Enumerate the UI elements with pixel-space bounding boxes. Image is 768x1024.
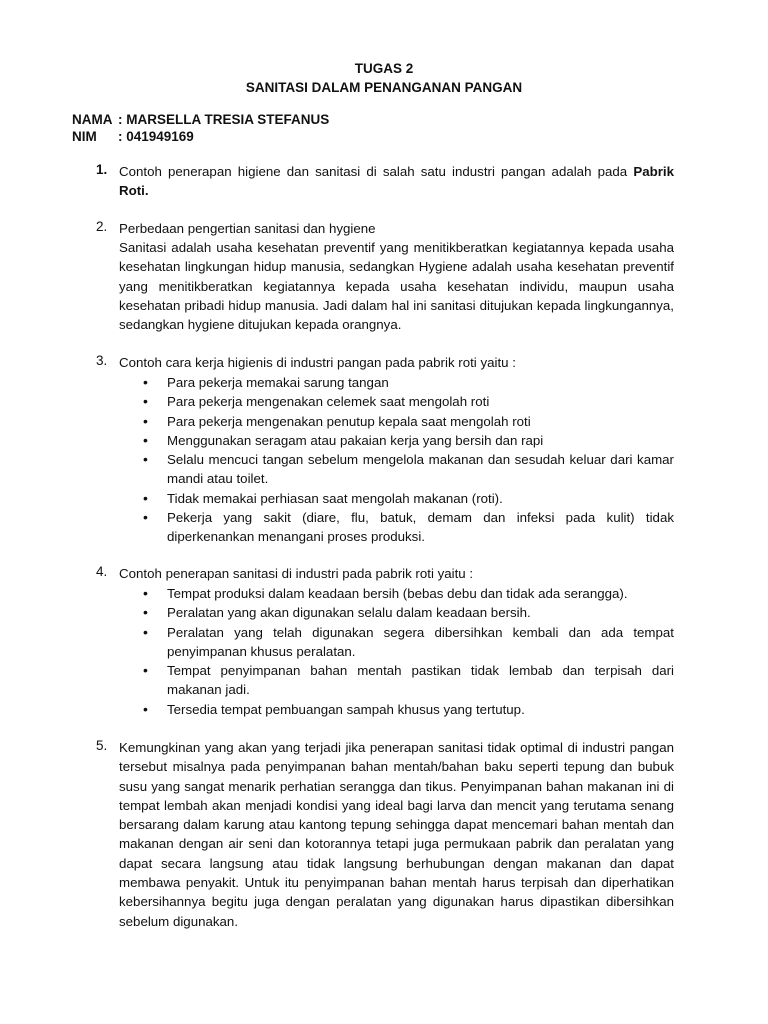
q1-answer <box>119 162 674 201</box>
list-item: • Tempat produksi dalam keadaan bersih (bebas debu dan tidak ada serangga). <box>119 584 674 603</box>
q3-number: 3. <box>96 353 108 368</box>
list-item: • Para pekerja mengenakan celemek saat mengolah roti <box>119 392 674 411</box>
list-item: • Tidak memakai perhiasan saat mengolah makanan (roti). <box>119 489 674 508</box>
q3-list <box>119 373 674 547</box>
document-title: TUGAS 2 <box>354 61 414 76</box>
q2-body: Sanitasi adalah usaha kesehatan preventif yang menitikberatkan kegiatannya kepada usaha kesehatan lingkungan hidup manusia, sedangkan Hygiene adalah usaha kesehatan preventif yang menitikberatkan kegiatannya kepada usaha kesehatan individu, maupun usaha kesehatan pribadi hidup manusia. Jadi dalam hal ini sanitasi ditujukan kepada lingkungannya, sedangkan hygiene ditujukan kepada orangnya. <box>119 240 674 333</box>
document-subtitle: SANITASI DALAM PENANGANAN PANGAN <box>245 80 523 95</box>
list-item: • Peralatan yang akan digunakan selalu dalam keadaan bersih. <box>119 603 674 622</box>
q3-heading: Contoh cara kerja higienis di industri pangan pada pabrik roti yaitu : <box>119 355 516 370</box>
q4-number: 4. <box>96 564 108 579</box>
q2-heading: Perbedaan pengertian sanitasi dan hygiene <box>119 221 376 236</box>
q2-number: 2. <box>96 219 108 234</box>
list-item: • Tempat penyimpanan bahan mentah pastikan tidak lembab dan terpisah dari makanan jadi. <box>119 661 674 700</box>
q4-heading: Contoh penerapan sanitasi di industri pada pabrik roti yaitu : <box>119 566 474 581</box>
nim-label: NIM <box>72 129 97 144</box>
nim-row <box>72 129 194 144</box>
list-item: • Para pekerja mengenakan penutup kepala saat mengolah roti <box>119 412 674 431</box>
q1-text: Contoh penerapan higiene dan sanitasi di salah satu industri pangan adalah pada <box>119 164 634 179</box>
list-item: • Para pekerja memakai sarung tangan <box>119 373 674 392</box>
list-item: • Pekerja yang sakit (diare, flu, batuk, demam dan infeksi pada kulit) tidak diperkenankan menangani proses produksi. <box>119 508 674 547</box>
list-item: • Selalu mencuci tangan sebelum mengelola makanan dan sesudah keluar dari kamar mandi atau toilet. <box>119 450 674 489</box>
nim-value: : 041949169 <box>118 129 194 144</box>
name-value: : MARSELLA TRESIA STEFANUS <box>118 112 330 127</box>
name-row <box>72 112 329 127</box>
list-item: • Peralatan yang telah digunakan segera dibersihkan kembali dan ada tempat penyimpanan khusus peralatan. <box>119 623 674 662</box>
name-label: NAMA <box>72 112 113 127</box>
q4-list <box>119 584 674 719</box>
q1-number: 1. <box>96 162 108 177</box>
list-item: • Menggunakan seragam atau pakaian kerja yang bersih dan rapi <box>119 431 674 450</box>
q5-number: 5. <box>96 738 108 753</box>
q1-bold-text: Pabrik Roti. <box>119 164 674 199</box>
q5-body: Kemungkinan yang akan yang terjadi jika penerapan sanitasi tidak optimal di industri pangan tersebut misalnya pada penyimpanan bahan mentah/bahan baku seperti tepung dan bubuk susu yang sangat menarik perhatian serangga dan tikus. Penyimpanan bahan makanan ini di tempat lembah akan menjadi kondisi yang ideal bagi larva dan mencit yang terutama senang bersarang dalam karung atau kantong tepung sehingga dapat mencemari bahan mentah dan makanan dengan air seni dan kotorannya tetapi juga permukaan pabrik dan peralatan yang dapat secara langsung atau tidak langsung berhubungan dengan makanan dan dapat membawa penyakit. Untuk itu penyimpanan bahan mentah harus terpisah dan diperhatikan kebersihannya begitu juga dengan peralatan yang digunakan harus dipastikan dibersihkan sebelum digunakan. <box>119 740 674 929</box>
list-item: • Tersedia tempat pembuangan sampah khusus yang tertutup. <box>119 700 674 719</box>
